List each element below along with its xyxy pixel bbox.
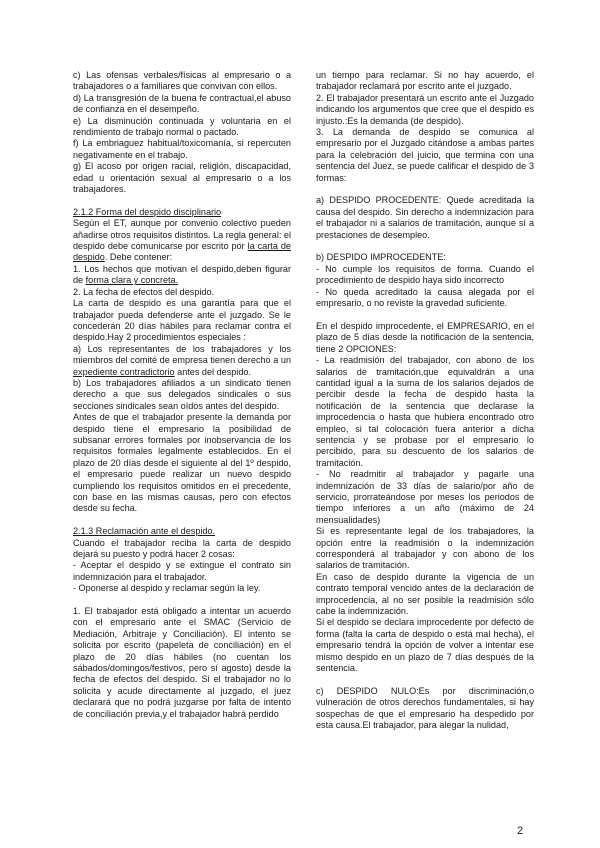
- list-item: - No queda acreditado la causa alegada por el empresario, o no reviste la gravedad suficiente.: [316, 286, 534, 309]
- list-item: - No cumple los requisitos de forma. Cuando el procedimiento de despido haya sido incorrecto: [316, 263, 534, 286]
- list-item: b) Los trabajadores afiliados a un sindicato tienen derecho a que sus delegados sindicales o sus secciones sindicales sean oídos antes del despido.: [73, 377, 291, 411]
- text-span: antes del despido.: [174, 366, 251, 377]
- expediente-contradictorio-term: expediente contradictorio: [73, 366, 175, 377]
- paragraph: En caso de despido durante la vigencia de un contrato temporal vencido antes de la declaración de improcedencia, al no ser posible la readmisión sólo cabe la indemnización.: [316, 571, 534, 617]
- paragraph: En el despido improcedente, el EMPRESARIO, en el plazo de 5 días desde la notificación de la sentencia, tiene 2 OPCIONES:: [316, 320, 534, 354]
- text-span: a) Los representantes de los trabajadores y los miembros del comité de empresa tienen derecho a un: [73, 343, 291, 366]
- list-item-e: e) La disminución continuada y voluntaria en el rendimiento de trabajo normal o pactado.: [73, 115, 291, 138]
- right-column: [316, 70, 534, 732]
- list-item: 2. El trabajador presentará un escrito ante el Juzgado indicando los argumentos que cree que el despido es injusto.:Es la demanda (de despido).: [316, 92, 534, 126]
- list-item: - Aceptar el despido y se extingue el contrato sin indemnización para el trabajador.: [73, 560, 291, 582]
- paragraph: La carta de despido es una garantía para que el trabajador pueda defenderse ante el juzgado. Se le concederán 20 días hábiles para reclamar contra el despido.Hay 2 procedimientos especiales :: [73, 298, 291, 343]
- list-item-d: d) La transgresión de la buena fe contractual,el abuso de confianza en el desempeño.: [73, 92, 291, 115]
- section-heading-2-1-2: 2.1.2 Forma del despido disciplinario: [73, 206, 222, 217]
- text-span: . Debe contener:: [104, 252, 173, 263]
- paragraph: Si el despido se declara improcedente por defecto de forma (falta la carta de despido o está mal hecha), el empresario tendrá la opción de volver a intentar ese mismo despido en un plazo de 7 días después de la sentencia.: [316, 617, 534, 674]
- despido-improcedente-title: b) DESPIDO IMPROCEDENTE:: [316, 252, 446, 263]
- paragraph: Antes de que el trabajador presente la demanda por despido tiene el empresario la posibilidad de subsanar errores formales por inobservancia de los requisitos formales legalmente establecidos. En el plazo de 20 días desde el siguiente al del 1º despido, el empresario puede realizar un nuevo despido cumpliendo los requisitos omitidos en el precedente, con base en las mismas causas, pero con efectos desde su fecha.: [73, 412, 291, 514]
- despido-procedente: a) DESPIDO PROCEDENTE: Quede acreditada la causa del despido. Sin derecho a indemnización para el trabajador ni a salarios de tramitación, aunque sí a prestaciones de desempleo.: [316, 195, 534, 240]
- despido-nulo: c) DESPIDO NULO:Es por discriminación,o vulneración de otros derechos fundamentales, si hay sospechas de que el empresario ha despedido por esta causa.El trabajador, para alegar la nulidad,: [316, 685, 534, 731]
- paragraph: Si es representante legal de los trabajadores, la opción entre la readmisión o la indemnización corresponderá al trabajador y con abono de los salarios de tramitación.: [316, 526, 534, 571]
- list-item-c: c) Las ofensas verbales/físicas al empresario o a trabajadores o a familiares que convivan con ellos.: [73, 70, 291, 92]
- list-item: [73, 264, 291, 287]
- list-item: - Oponerse al despido y reclamar según la ley.: [73, 583, 261, 594]
- carta-de-despido-term: la carta de despido: [73, 241, 291, 263]
- list-item: - No readmitir al trabajador y pagarle una indemnización de 33 días de salario/por año de servicio, prorrateándose por meses los periodos de tiempo inferiores a un año (máximo de 24 mensualidades): [316, 469, 534, 525]
- list-item: [73, 344, 291, 378]
- list-item-f: f) La embriaguez habitual/toxicomanía, si repercuten negativamente en el trabajo.: [73, 138, 291, 160]
- text-span: 1. Los hechos que motivan el despido,deben figurar de: [73, 263, 291, 286]
- paragraph: [73, 218, 291, 264]
- list-item-g: g) El acoso por origen racial, religión, discapacidad, edad u orientación sexual al empresario o a los trabajadores.: [73, 161, 291, 195]
- paragraph: 1. El trabajador está obligado a intentar un acuerdo con el empresario ante el SMAC (Servicio de Mediación, Arbitraje y Conciliación). El intento se solicita por escrito (papeleta de conciliación) en el plazo de 20 días hábiles (no cuentan los sábados/domingos/festivos, pero sí agosto) desde la fecha de efectos del despido. Si el trabajador no lo solicita y acude directamente al juzgado, el juez declarará que no podrá juzgarse por falta de intento de conciliación previa,y el trabajador habrá perdido: [73, 606, 291, 719]
- forma-clara-term: forma clara y concreta.: [85, 275, 179, 286]
- paragraph: un tiempo para reclamar. Si no hay acuerdo, el trabajador reclamará por escrito ante el juzgado.: [316, 70, 534, 92]
- section-heading-2-1-3: 2.1.3 Reclamación ante el despido.: [73, 526, 216, 537]
- paragraph: Cuando el trabajador reciba la carta de despido dejará su puesto y podrá hacer 2 cosas:: [73, 537, 291, 560]
- text-span: Según el ET, aunque por convenio colectivo pueden añadirse otros requisitos distintos. La regla general: el despido debe comunicarse por escrito por: [73, 218, 291, 252]
- list-item: - La readmisión del trabajador, con abono de los salarios de tramitación,que equivaldrán a una cantidad igual a la suma de los salarios dejados de percibir desde la fecha de despido hasta la notificación de la sentencia que declarase la improcedencia o hasta que hubiera encontrado otro empleo, si tal colocación fuera anterior a dicha sentencia y se probase por el empresario lo percibido, para su descuento de los salarios de tramitación.: [316, 355, 534, 468]
- left-column: [73, 70, 291, 720]
- list-item: 3. La demanda de despido se comunica al empresario por el Juzgado citándose a ambas partes para la celebración del juicio, que termina con una sentencia del Juez, se puede calificar el despido de 3 formas:: [316, 127, 534, 183]
- page-number: 2: [517, 825, 524, 837]
- list-item: 2. La fecha de efectos del despido.: [73, 286, 215, 297]
